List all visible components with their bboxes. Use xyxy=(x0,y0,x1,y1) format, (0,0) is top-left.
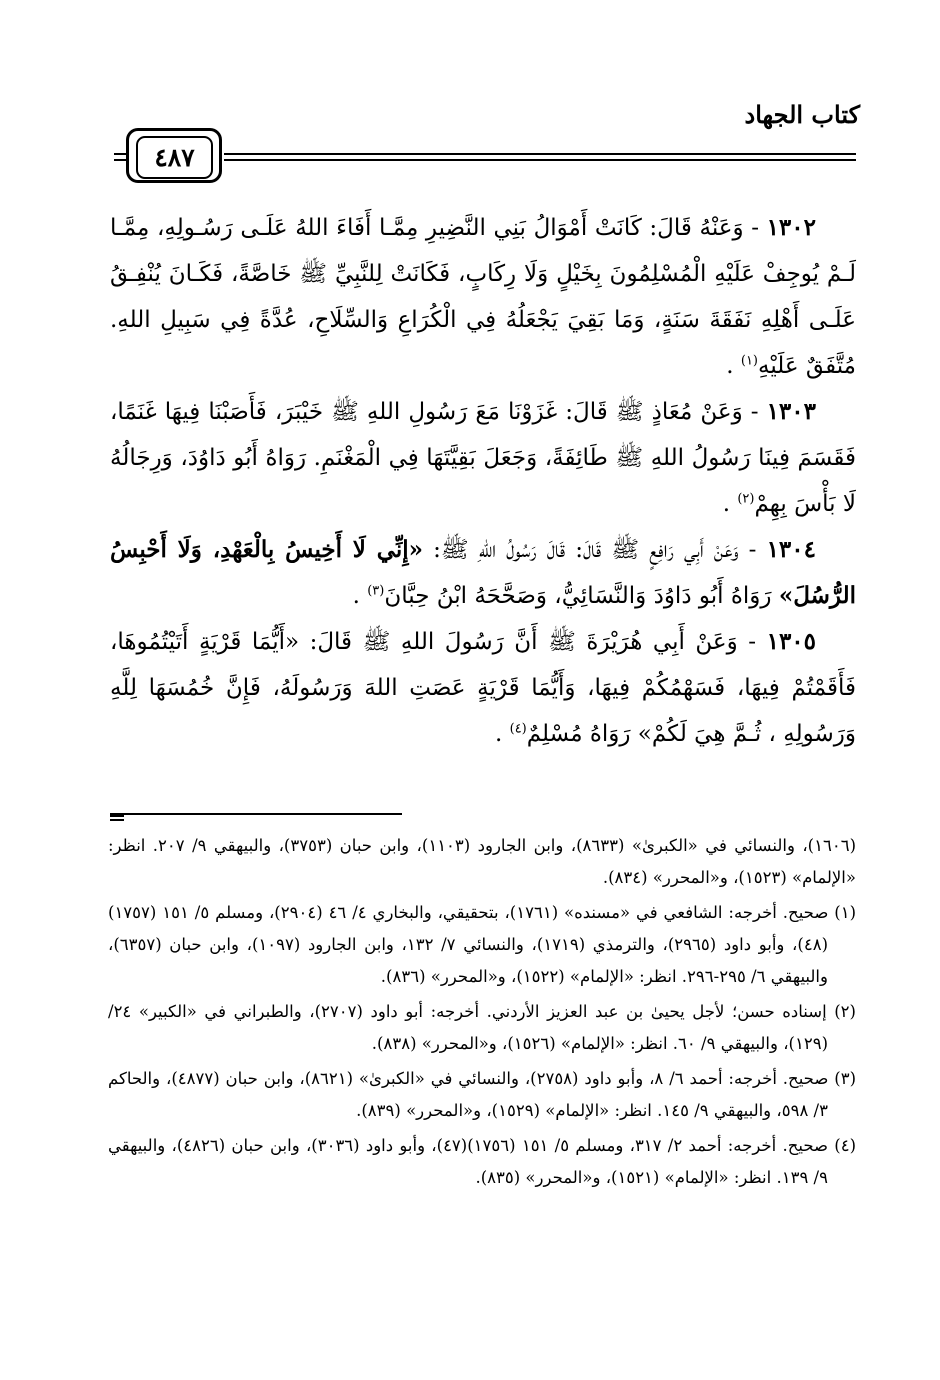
footnote-3: (٣) صحيح. أخرجه: أحمد ٦/ ٨، وأبو داود (٢٧٥٨)، والنسائي في «الكبرىٰ» (٨٦٢١)، وابن حبان (٤٨٧٧)، والحاكم ٣/ ٥٩٨، والبيهقي ٩/ ١٤٥. انظر: «الإلمام» (١٥٢٩)، و«المحرر» (٨٣٩). xyxy=(108,1069,856,1120)
hadith-text: - وَعَنْهُ قَالَ: كَانَتْ أَمْوَالُ بَنِي النَّضِيرِ مِمَّـا أَفَاءَ اللهُ عَلَـى رَسُـولِهِ، مِمَّـا لَـمْ يُوجِفْ عَلَيْهِ الْمُسْلِمُونَ بِخَيْلٍ وَلَا رِكَابٍ، فَكَانَتْ لِلنَّبِيِّ ﷺ خَاصَّةً، فَكَـانَ يُنْفِـقُ عَلَـى أَهْلِهِ نَفَقَةَ سَنَةٍ، وَمَا بَقِيَ يَجْعَلُهُ فِي الْكُرَاعِ وَالسِّلَاحِ، عُدَّةً فِي سَبِيلِ اللهِ. مُتَّفَقٌ عَلَيْهِ xyxy=(110,215,856,379)
hadith-1302: ١٣٠٢ - وَعَنْهُ قَالَ: كَانَتْ أَمْوَالُ بَنِي النَّضِيرِ مِمَّـا أَفَاءَ اللهُ عَلَـى رَسُـولِهِ، مِمَّـا لَـمْ يُوجِفْ عَلَيْهِ الْمُسْلِمُونَ بِخَيْلٍ وَلَا رِكَابٍ، فَكَانَتْ لِلنَّبِيِّ ﷺ خَاصَّةً، فَكَـانَ يُنْفِـقُ عَلَـى أَهْلِهِ نَفَقَةَ سَنَةٍ، وَمَا بَقِيَ يَجْعَلُهُ فِي الْكُرَاعِ وَالسِّلَاحِ، عُدَّةً فِي سَبِيلِ اللهِ. مُتَّفَقٌ عَلَيْهِ$^{(١)}$ . xyxy=(110,214,856,379)
footnotes xyxy=(108,830,856,1197)
hadith-1304: ١٣٠٤ - وَعَنْ أَبِي رَافِعٍ ﷺ قَالَ: قَالَ رَسُولُ اللهِ ﷺ: «إِنِّي لَا أَخِيسُ بِالْعَهْدِ، وَلَا أَحْبِسُ الرُّسُلَ» رَوَاهُ أَبُو دَاوُدَ وَالنَّسَائِيُّ، وَصَحَّحَهُ ابْنُ حِبَّانَ$^{(٣)}$ . xyxy=(110,536,856,609)
hadith-section xyxy=(110,205,856,757)
hadith-number: ١٣٠٥ xyxy=(766,628,817,655)
footnote-2: (٢) إسناده حسن؛ لأجل يحيىٰ بن عبد العزيز الأردني. أخرجه: أبو داود (٢٧٠٧)، والطبراني في «الكبير» ٢٤/ (١٢٩)، والبيهقي ٩/ ٦٠. انظر: «الإلمام» (١٥٢٦)، و«المحرر» (٨٣٨). xyxy=(108,1002,856,1053)
hadith-text: - وَعَنْ أَبِي هُرَيْرَةَ ﷺ أَنَّ رَسُولَ اللهِ ﷺ قَالَ: «أَيُّمَا قَرْيَةٍ أَتَيْتُمُوهَا، فَأَقَمْتُمْ فِيهَا، فَسَهْمُكُمْ فِيهَا، وَأَيُّمَا قَرْيَةٍ عَصَتِ اللهَ وَرَسُولَهُ، فَإِنَّ خُمُسَهَا لِلَّهِ وَرَسُولِهِ ، ثُـمَّ هِيَ لَكُمْ» رَوَاهُ مُسْلِمٌ xyxy=(110,629,856,747)
hadith-quote: «إِنِّي لَا أَخِيسُ بِالْعَهْدِ، وَلَا أَحْبِسُ الرُّسُلَ» xyxy=(110,536,856,609)
footnote-1: (١) صحيح. أخرجه: الشافعي في «مسنده» (١٧٦١)، بتحقيقي، والبخاري ٤/ ٤٦ (٢٩٠٤)، ومسلم ٥/ ١٥١ (١٧٥٧)(٤٨)، وأبو داود (٢٩٦٥)، والترمذي (١٧١٩)، والنسائي ٧/ ١٣٢، وابن الجارود (١٠٩٧)، وابن حبان (٦٣٥٧)، والبيهقي ٦/ ٢٩٥-٢٩٦. انظر: «الإلمام» (١٥٢٢)، و«المحرر» (٨٣٦). xyxy=(108,903,856,986)
hadith-number: ١٣٠٣ xyxy=(766,398,816,425)
footnote-ref[interactable]: (٢) xyxy=(737,491,755,507)
header-rule-bottom xyxy=(224,159,856,161)
footnote-ref[interactable]: (٤) xyxy=(509,721,527,737)
footnote-separator xyxy=(110,813,402,815)
footnote-ref[interactable]: (١) xyxy=(740,353,758,369)
hadith-number: ١٣٠٢ xyxy=(766,214,816,241)
hadith-number: ١٣٠٤ xyxy=(766,536,816,563)
page-number: ٤٨٧ xyxy=(136,136,213,179)
footnote-4: (٤) صحيح. أخرجه: أحمد ٢/ ٣١٧، ومسلم ٥/ ١٥١ (١٧٥٦)(٤٧)، وأبو داود (٣٠٣٦)، وابن حبان (٤٨٢٦)، والبيهقي ٩/ ١٣٩. انظر: «الإلمام» (١٥٢١)، و«المحرر» (٨٣٥). xyxy=(108,1136,857,1187)
chapter-title: كتاب الجهاد xyxy=(744,100,860,129)
hadith-text: - وَعَنْ مُعَاذٍ ﷺ قَالَ: غَزَوْنَا مَعَ رَسُولِ اللهِ ﷺ خَيْبَرَ، فَأَصَبْنَا فِيهَا غَنَمًا، فَقَسَمَ فِينَا رَسُولُ اللهِ ﷺ طَائِفَةً، وَجَعَلَ بَقِيَّتَهَا فِي الْمَغْنَمِ. رَوَاهُ أَبُو دَاوُدَ، وَرِجَالُهُ لَا بَأْسَ بِهِمْ xyxy=(110,399,856,517)
footnote-continuation-mark xyxy=(110,815,124,821)
footnote-continuation: (١٦٠٦)، والنسائي في «الكبرىٰ» (٨٦٣٣)، وابن الجارود (١١٠٣)، وابن حبان (٣٧٥٣)، والبيهقي ٩/ ٢٠٧. انظر: «الإلمام» (١٥٢٣)، و«المحرر» (٨٣٤). xyxy=(108,836,856,887)
hadith-1303: ١٣٠٣ - وَعَنْ مُعَاذٍ ﷺ قَالَ: غَزَوْنَا مَعَ رَسُولِ اللهِ ﷺ خَيْبَرَ، فَأَصَبْنَا فِيهَا غَنَمًا، فَقَسَمَ فِينَا رَسُولُ اللهِ ﷺ طَائِفَةً، وَجَعَلَ بَقِيَّتَهَا فِي الْمَغْنَمِ. رَوَاهُ أَبُو دَاوُدَ، وَرِجَالُهُ لَا بَأْسَ بِهِمْ$^{(٢)}$ . xyxy=(110,398,856,517)
header-rule-top xyxy=(224,153,856,155)
footnote-ref[interactable]: (٣) xyxy=(367,583,385,599)
hadith-text: - وَعَنْ أَبِي رَافِعٍ ﷺ قَالَ: قَالَ رَسُولُ اللهِ ﷺ: xyxy=(423,537,757,563)
hadith-1305: ١٣٠٥ - وَعَنْ أَبِي هُرَيْرَةَ ﷺ أَنَّ رَسُولَ اللهِ ﷺ قَالَ: «أَيُّمَا قَرْيَةٍ أَتَيْتُمُوهَا، فَأَقَمْتُمْ فِيهَا، فَسَهْمُكُمْ فِيهَا، وَأَيُّمَا قَرْيَةٍ عَصَتِ اللهَ وَرَسُولَهُ، فَإِنَّ خُمُسَهَا لِلَّهِ وَرَسُولِهِ ، ثُـمَّ هِيَ لَكُمْ» رَوَاهُ مُسْلِمٌ$^{(٤)}$ . xyxy=(110,628,856,747)
hadith-source: رَوَاهُ أَبُو دَاوُدَ وَالنَّسَائِيُّ، وَصَحَّحَهُ ابْنُ حِبَّانَ xyxy=(384,583,779,609)
